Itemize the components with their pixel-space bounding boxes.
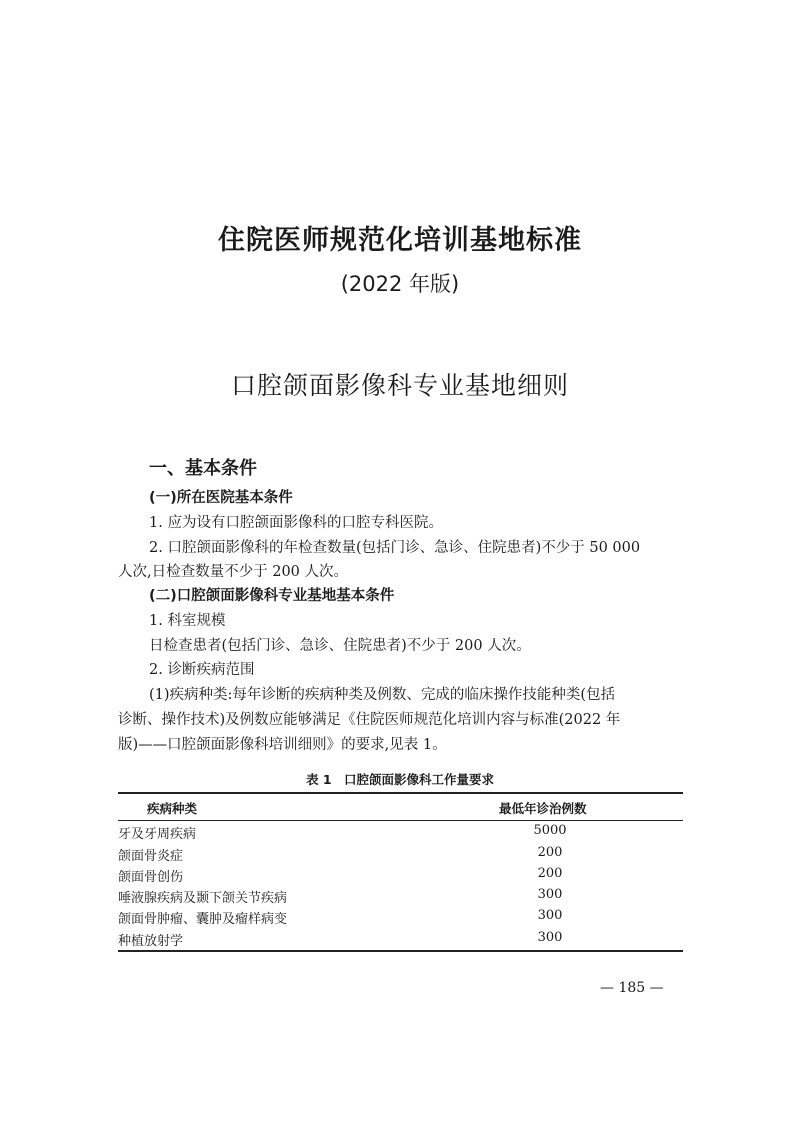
paragraph: 人次,日检查数量不少于 200 人次。 bbox=[118, 564, 349, 580]
table-row-label: 颌面骨创伤 bbox=[118, 870, 184, 885]
table-row-label: 牙及牙周疾病 bbox=[118, 827, 197, 842]
table-header-rule bbox=[118, 820, 683, 821]
table-row-label: 唾液腺疾病及颞下颌关节疾病 bbox=[118, 891, 288, 906]
table-row-value: 300 bbox=[537, 930, 563, 945]
paragraph: 2. 口腔颌面影像科的年检查数量(包括门诊、急诊、住院患者)不少于 50 000 bbox=[149, 540, 641, 556]
paragraph: (1)疾病种类:每年诊断的疾病种类及例数、完成的临床操作技能种类(包括 bbox=[149, 687, 616, 703]
section-heading-basic-conditions: 一、基本条件 bbox=[149, 458, 257, 479]
paragraph: 诊断、操作技术)及例数应能够满足《住院医师规范化培训内容与标准(2022 年 bbox=[118, 712, 621, 728]
item-title: 1. 科室规模 bbox=[149, 613, 226, 629]
table-row-value: 200 bbox=[537, 845, 563, 860]
document-title: 住院医师规范化培训基地标准 bbox=[218, 225, 582, 256]
table-row-value: 200 bbox=[537, 866, 563, 881]
paragraph: 版)——口腔颌面影像科培训细则》的要求,见表 1。 bbox=[118, 737, 447, 753]
table-row-label: 种植放射学 bbox=[118, 934, 184, 949]
paragraph: 1. 应为设有口腔颌面影像科的口腔专科医院。 bbox=[149, 515, 443, 531]
table-row-value: 5000 bbox=[533, 823, 567, 838]
item-title: 2. 诊断疾病范围 bbox=[149, 662, 255, 678]
table-row-label: 颌面骨肿瘤、囊肿及瘤样病变 bbox=[118, 912, 288, 927]
page-number: — 185 — bbox=[600, 980, 664, 996]
subsection-heading-specialty-base: (二)口腔颌面影像科专业基地基本条件 bbox=[149, 588, 395, 604]
subsection-heading-hospital: (一)所在医院基本条件 bbox=[149, 490, 293, 506]
table-bottom-rule bbox=[118, 950, 683, 952]
table-top-rule bbox=[118, 792, 683, 794]
table-caption: 表 1 口腔颌面影像科工作量要求 bbox=[305, 772, 495, 787]
column-header-min-cases: 最低年诊治例数 bbox=[499, 801, 587, 816]
table-row-value: 300 bbox=[537, 887, 563, 902]
section-subtitle: 口腔颌面影像科专业基地细则 bbox=[230, 371, 569, 400]
table-row-label: 颌面骨炎症 bbox=[118, 849, 184, 864]
table-row-value: 300 bbox=[537, 908, 563, 923]
paragraph: 日检查患者(包括门诊、急诊、住院患者)不少于 200 人次。 bbox=[149, 638, 531, 654]
edition-label: (2022 年版) bbox=[340, 272, 460, 296]
column-header-disease: 疾病种类 bbox=[147, 801, 198, 816]
